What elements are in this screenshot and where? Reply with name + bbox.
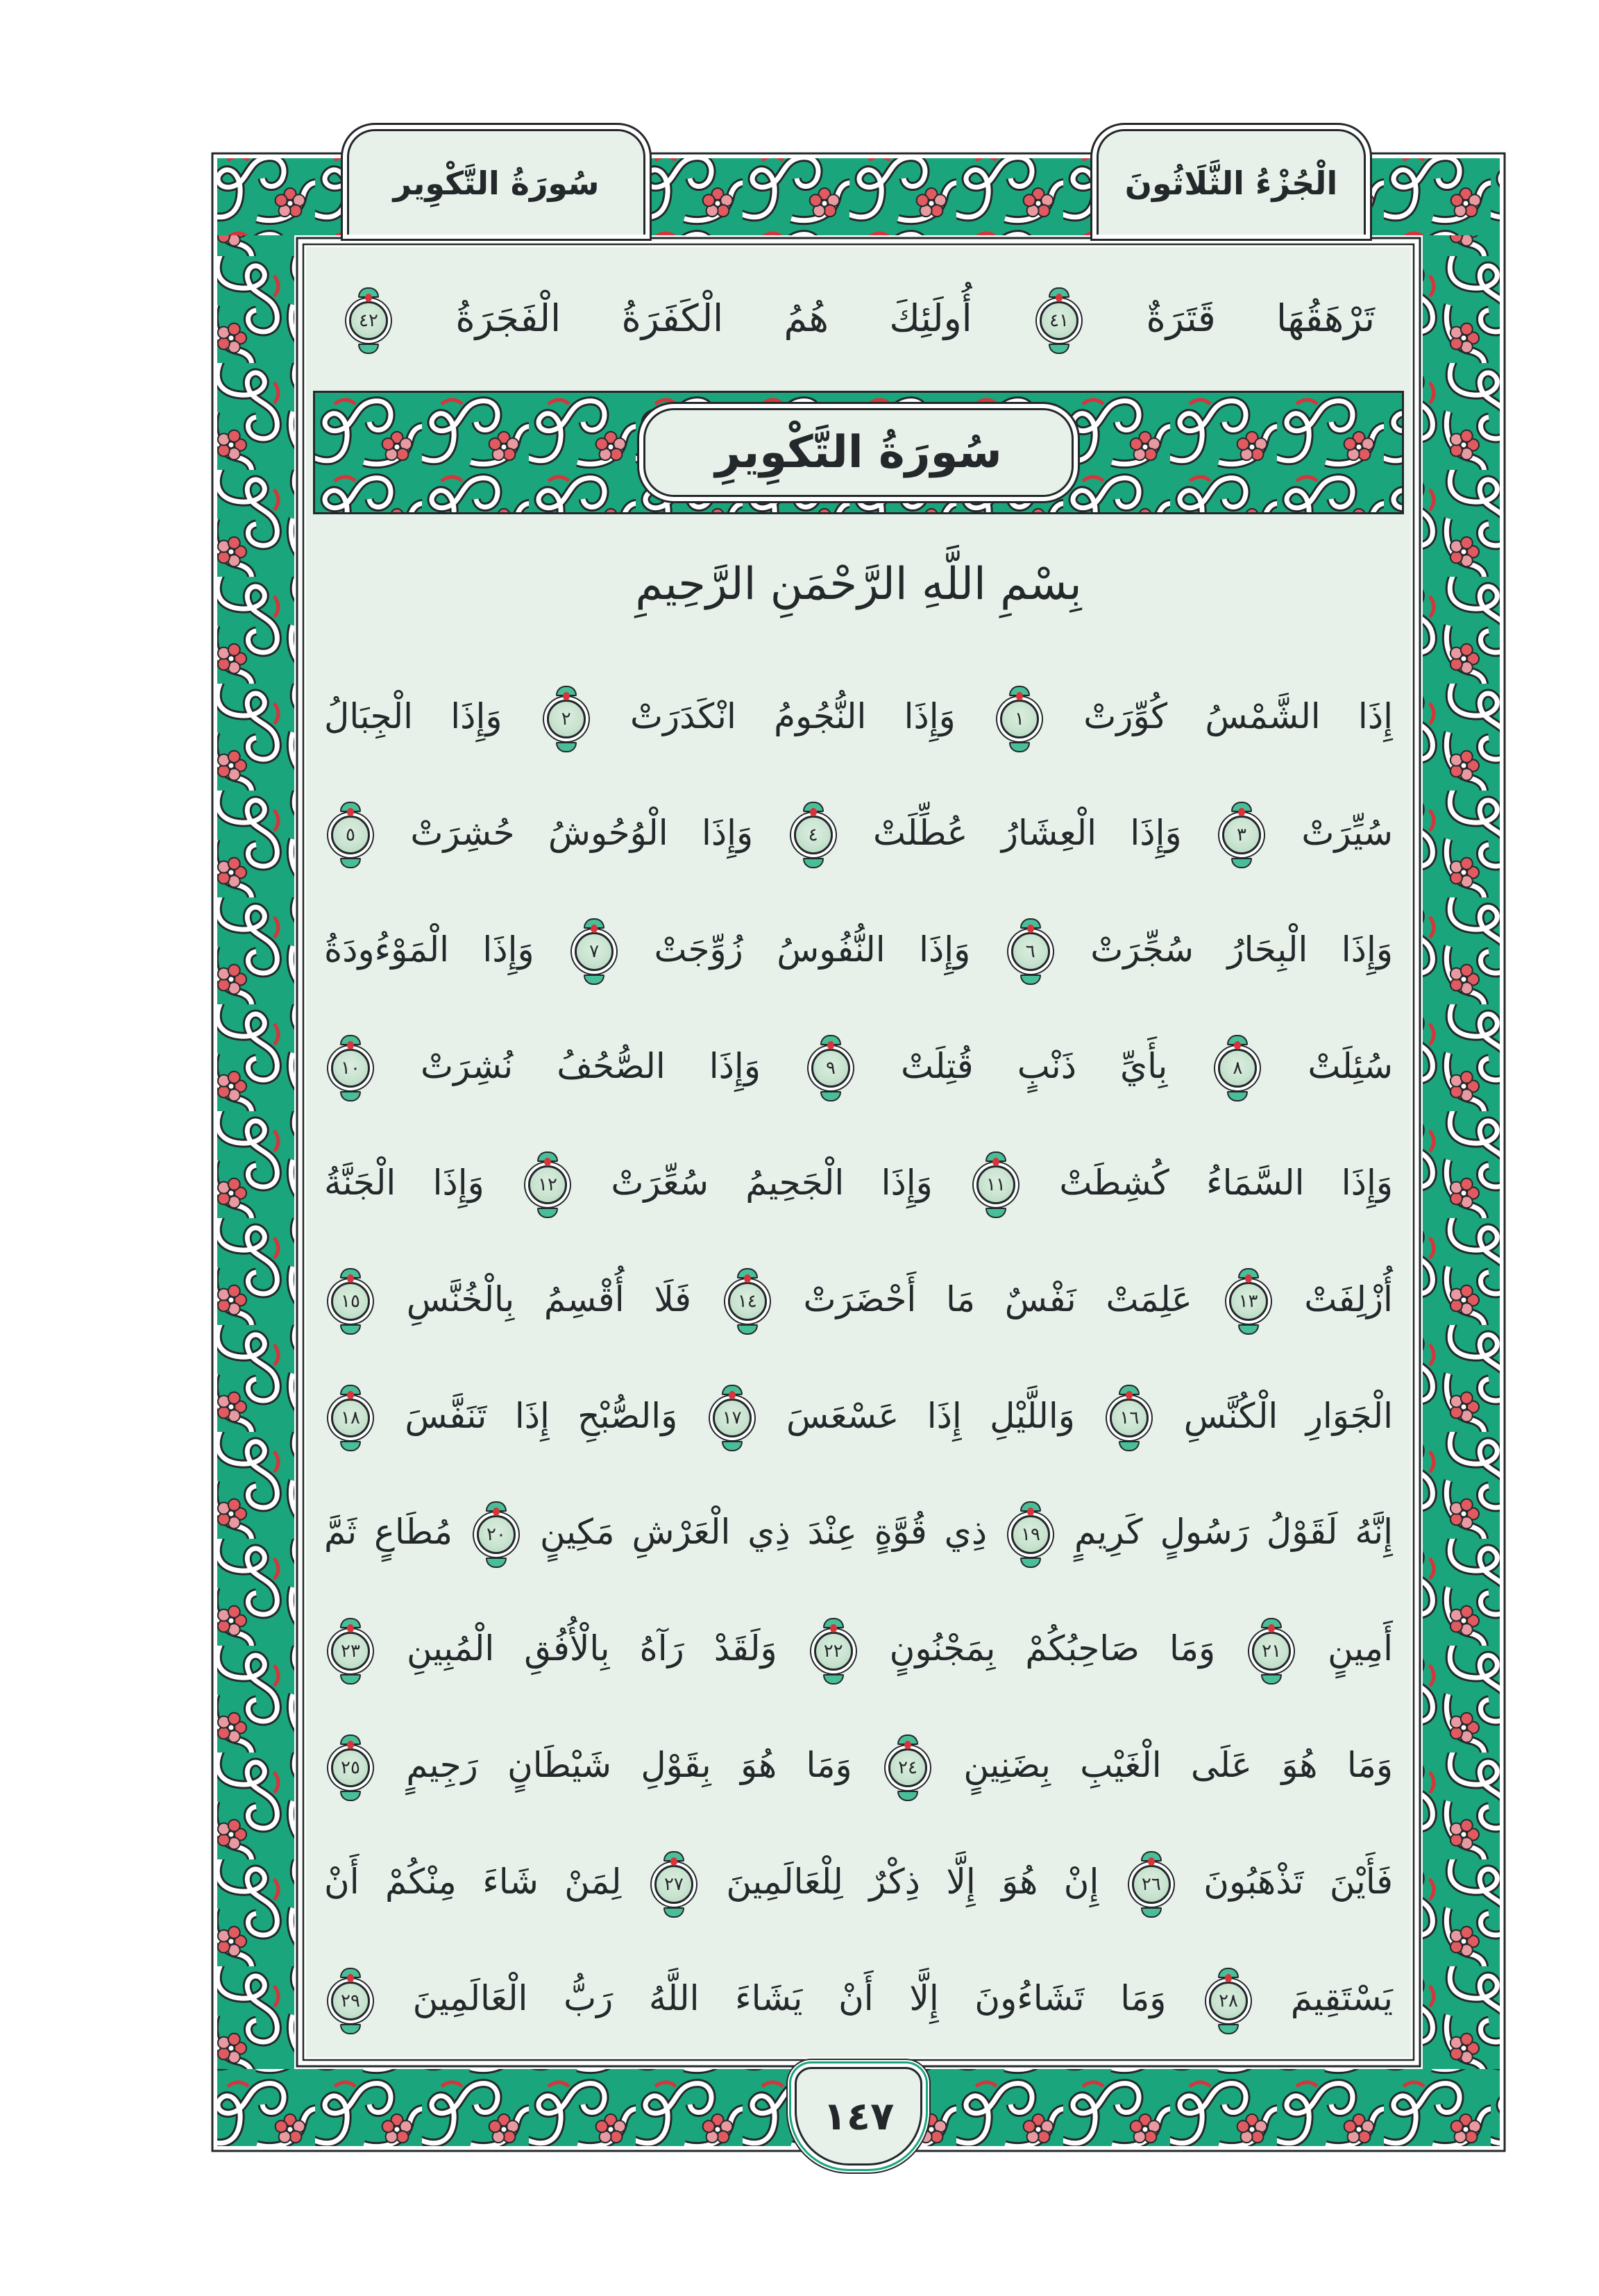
ayah-number: ٢	[561, 708, 571, 729]
ayah-marker	[1040, 301, 1078, 340]
ayah-marker-dot	[563, 692, 570, 700]
page-number-cartouche	[795, 2067, 922, 2166]
verse-text: تَرْهَقُهَا قَتَرَةٌ	[1146, 296, 1376, 340]
prelude-verses-line	[306, 247, 1411, 389]
ayah-marker-crown	[803, 858, 824, 868]
surah-title: سُورَةُ التَّكْوِيرِ	[715, 427, 1002, 478]
verse-text: إِذَا الشَّمْسُ كُوِّرَتْ	[1083, 696, 1393, 736]
verse-text: وَإِذَا الْمَوْءُودَةُ	[324, 929, 534, 970]
ayah-marker-crown	[340, 858, 361, 868]
ayah-marker	[1110, 1399, 1149, 1437]
ayah-marker-dot	[591, 925, 598, 933]
bismillah-line: بِسْمِ اللَّهِ الرَّحْمَنِ الرَّحِيمِ	[635, 559, 1082, 610]
ayah-marker-dot	[670, 1857, 677, 1866]
ayah-marker-crown	[897, 1791, 918, 1801]
ayah-marker-crown	[340, 1791, 361, 1801]
ayah-number: ١٨	[341, 1408, 360, 1429]
ayah-number: ١٧	[722, 1408, 742, 1429]
ayah-marker-crown	[1238, 1324, 1259, 1335]
ayah-number: ٣	[1237, 825, 1246, 846]
page-content	[306, 247, 1411, 2057]
ayah-marker-crown	[722, 1441, 743, 1451]
ayah-number: ١٤	[737, 1291, 757, 1312]
ayah-marker-crown	[1218, 2024, 1239, 2034]
verse-text: مُطَاعٍ ثَمَّ	[324, 1512, 453, 1553]
ayah-marker-dot	[1027, 1508, 1034, 1516]
ayah-number: ١١	[986, 1174, 1006, 1196]
ayah-number: ١٠	[341, 1058, 360, 1079]
ayah-marker-crown	[340, 1091, 361, 1101]
ayah-marker-crown	[1009, 742, 1030, 752]
quran-line	[306, 775, 1411, 892]
ayah-number: ٨	[1233, 1058, 1243, 1079]
ayah-number: ٦	[1025, 941, 1035, 963]
verse-text: سُئِلَتْ	[1308, 1045, 1393, 1086]
ayah-number: ١٢	[538, 1174, 558, 1196]
verse-text: يَسْتَقِيمَ	[1290, 1978, 1393, 2019]
ayah-number: ٥	[346, 825, 355, 846]
ayah-marker-dot	[729, 1391, 736, 1399]
ayah-number: ١٩	[1021, 1523, 1041, 1545]
ayah-marker	[1229, 1282, 1268, 1321]
ayah-marker-dot	[347, 1741, 354, 1749]
ayah-number: ٢٠	[487, 1523, 506, 1545]
ayah-number: ٢٧	[663, 1873, 684, 1895]
ayah-marker-dot	[810, 808, 817, 816]
ayah-number: ٤١	[1049, 310, 1069, 332]
surah-name-tab	[347, 129, 645, 235]
ayah-marker	[728, 1282, 767, 1321]
ayah-number: ٢٢	[823, 1640, 843, 1662]
ayah-marker-dot	[744, 1274, 751, 1283]
verse-text: ذِي قُوَّةٍ عِنْدَ ذِي الْعَرْشِ مَكِينٍ	[539, 1512, 988, 1553]
ayah-marker	[814, 1632, 853, 1671]
ayah-marker-dot	[830, 1624, 837, 1632]
verse-text: وَالصُّبْحِ إِذَا تَنَفَّسَ	[405, 1395, 678, 1436]
ayah-number: ٢٥	[341, 1757, 360, 1778]
ayah-marker-crown	[584, 974, 604, 985]
ayah-number: ١٣	[1238, 1291, 1258, 1312]
juz-tab	[1097, 129, 1366, 235]
ayah-marker	[331, 1282, 370, 1321]
ayah-number: ٢٨	[1219, 1990, 1239, 2011]
quran-line	[306, 1125, 1411, 1242]
ayah-marker-crown	[1119, 1441, 1140, 1451]
verse-text: أُزْلِفَتْ	[1304, 1278, 1393, 1319]
ayah-number: ٢٣	[341, 1640, 360, 1662]
ayah-marker-dot	[827, 1041, 834, 1049]
ayah-number: ١٦	[1119, 1408, 1140, 1429]
quran-line	[306, 1358, 1411, 1475]
ayah-marker-dot	[347, 1391, 354, 1399]
ayah-marker-dot	[1234, 1041, 1241, 1049]
ayah-marker	[331, 1632, 370, 1671]
verse-text: وَمَا هُوَ عَلَى الْغَيْبِ بِضَنِينٍ	[963, 1745, 1393, 1786]
ayah-marker-dot	[365, 294, 372, 302]
ayah-marker-dot	[1245, 1274, 1252, 1283]
quran-line	[306, 1242, 1411, 1358]
verse-text: إِنَّهُ لَقَوْلُ رَسُولٍ كَرِيمٍ	[1074, 1512, 1393, 1553]
verse-text: وَإِذَا الْبِحَارُ سُجِّرَتْ	[1090, 929, 1393, 970]
ayah-marker-dot	[1148, 1857, 1155, 1866]
ayah-marker-crown	[340, 2024, 361, 2034]
ayah-marker	[331, 816, 370, 854]
verse-text: وَمَا صَاحِبُكُمْ بِمَجْنُونٍ	[889, 1628, 1216, 1669]
verse-text: وَمَا هُوَ بِقَوْلِ شَيْطَانٍ رَجِيمٍ	[406, 1745, 852, 1786]
ayah-marker-dot	[1238, 808, 1245, 816]
verse-text: فَأَيْنَ تَذْهَبُونَ	[1203, 1862, 1393, 1902]
ayah-marker-crown	[1141, 1907, 1162, 1918]
ayah-number: ٢٦	[1141, 1873, 1161, 1895]
ayah-number: ٧	[589, 941, 600, 963]
surah-title-cartouche	[643, 408, 1074, 497]
ayah-marker	[811, 1049, 850, 1088]
verse-text: وَاللَّيْلِ إِذَا عَسْعَسَ	[786, 1395, 1075, 1436]
verse-text: وَإِذَا الْجَحِيمُ سُعِّرَتْ	[611, 1162, 933, 1203]
verse-text: فَلَا أُقْسِمُ بِالْخُنَّسِ	[406, 1278, 692, 1319]
ayah-marker-crown	[737, 1324, 758, 1335]
ayah-marker-dot	[493, 1508, 500, 1516]
ayah-marker	[1011, 1515, 1050, 1554]
ayah-marker-dot	[347, 1624, 354, 1632]
ayah-marker-crown	[340, 1674, 361, 1685]
quran-line	[306, 1824, 1411, 1941]
verse-text: بِأَيِّ ذَنْبٍ قُتِلَتْ	[901, 1045, 1168, 1086]
verse-text: إِنْ هُوَ إِلَّا ذِكْرٌ لِلْعَالَمِينَ	[726, 1862, 1099, 1902]
verse-text: وَإِذَا الصُّحُفُ نُشِرَتْ	[421, 1045, 761, 1086]
quran-line	[306, 1008, 1411, 1125]
ayah-marker-crown	[556, 742, 577, 752]
ayah-marker-crown	[1020, 974, 1041, 985]
ayah-number: ٤	[808, 825, 818, 846]
verse-text: الْجَوَارِ الْكُنَّسِ	[1183, 1395, 1393, 1436]
verse-text: وَإِذَا الْجَنَّةُ	[324, 1162, 484, 1203]
verse-text: وَإِذَا الْوُحُوشُ حُشِرَتْ	[410, 812, 754, 853]
verse-text: وَمَا تَشَاءُونَ إِلَّا أَنْ يَشَاءَ اللَّهُ رَبُّ الْعَالَمِينَ	[412, 1978, 1167, 2019]
ayah-marker	[349, 301, 388, 340]
ayah-marker-crown	[340, 1324, 361, 1335]
ayah-number: ١٥	[341, 1291, 360, 1312]
ayah-marker-crown	[1020, 1558, 1041, 1568]
quran-line	[306, 1591, 1411, 1707]
ayah-marker-dot	[904, 1741, 911, 1749]
verse-text: عَلِمَتْ نَفْسٌ مَا أَحْضَرَتْ	[803, 1278, 1192, 1319]
ayah-marker-dot	[1225, 1974, 1232, 1982]
ayah-marker-crown	[537, 1208, 558, 1218]
verse-text: سُيِّرَتْ	[1301, 812, 1393, 853]
ayah-marker	[575, 932, 614, 971]
ayah-marker	[331, 1049, 370, 1088]
ayah-marker	[1000, 700, 1039, 738]
ayah-marker-crown	[340, 1441, 361, 1451]
ayah-marker-dot	[1268, 1624, 1275, 1632]
verse-text: وَإِذَا الْعِشَارُ عُطِّلَتْ	[872, 812, 1182, 853]
ayah-marker-crown	[663, 1907, 684, 1918]
ayah-marker-dot	[1016, 692, 1023, 700]
ayah-marker-dot	[1056, 294, 1063, 302]
ayah-marker	[1252, 1632, 1291, 1671]
quran-line	[306, 1941, 1411, 2057]
juz-tab-label: الْجُزْءُ الثَّلَاثُونَ	[1124, 164, 1338, 202]
ayah-number: ٢٤	[898, 1757, 917, 1778]
ayah-marker-crown	[985, 1208, 1006, 1218]
verse-text: أَمِينٍ	[1328, 1628, 1393, 1669]
verse-lines-container	[306, 659, 1411, 2057]
ayah-marker	[1132, 1865, 1171, 1904]
ayah-marker	[654, 1865, 693, 1904]
ayah-marker-crown	[358, 344, 379, 354]
ayah-marker-dot	[1126, 1391, 1133, 1399]
quran-line	[306, 1707, 1411, 1824]
ayah-number: ١	[1015, 708, 1024, 729]
ayah-marker	[1209, 1982, 1248, 2020]
ayah-marker-crown	[820, 1091, 841, 1101]
ayah-marker	[794, 816, 833, 854]
ayah-marker-crown	[1231, 858, 1252, 868]
ayah-marker	[1011, 932, 1050, 971]
ayah-number: ٢١	[1262, 1640, 1282, 1662]
ayah-marker	[477, 1515, 516, 1554]
ayah-marker-crown	[1227, 1091, 1248, 1101]
ayah-marker	[331, 1748, 370, 1787]
ayah-number: ٩	[826, 1058, 836, 1079]
ayah-marker	[331, 1399, 370, 1437]
ayah-marker-dot	[347, 1974, 354, 1982]
ayah-marker	[528, 1165, 567, 1204]
ayah-marker	[888, 1748, 927, 1787]
verse-text: وَإِذَا النُّفُوسُ زُوِّجَتْ	[654, 929, 971, 970]
quran-line	[306, 659, 1411, 775]
ayah-number: ٢٩	[341, 1990, 360, 2011]
quran-line	[306, 892, 1411, 1008]
quran-line	[306, 1474, 1411, 1591]
ayah-marker	[713, 1399, 752, 1437]
ayah-marker	[547, 700, 586, 738]
ayah-marker-crown	[823, 1674, 844, 1685]
ayah-marker-dot	[347, 1041, 354, 1049]
verse-text: وَإِذَا السَّمَاءُ كُشِطَتْ	[1059, 1162, 1393, 1203]
ayah-number: ٤٢	[359, 310, 378, 332]
verse-text: وَإِذَا النُّجُومُ انْكَدَرَتْ	[629, 696, 956, 736]
verse-text: لِمَنْ شَاءَ مِنْكُمْ أَنْ	[324, 1862, 622, 1902]
surah-name-tab-label: سُورَةُ التَّكْوِير	[393, 164, 600, 202]
ayah-marker	[976, 1165, 1015, 1204]
ayah-marker	[1218, 1049, 1257, 1088]
ayah-marker-dot	[992, 1158, 999, 1166]
ayah-marker-crown	[1261, 1674, 1282, 1685]
ayah-marker-crown	[486, 1558, 507, 1568]
ayah-marker-dot	[1027, 925, 1034, 933]
verse-text: وَلَقَدْ رَآهُ بِالْأُفُقِ الْمُبِينِ	[407, 1628, 777, 1669]
verse-text: وَإِذَا الْجِبَالُ	[324, 696, 502, 736]
ayah-marker-crown	[1049, 344, 1069, 354]
ayah-marker	[331, 1982, 370, 2020]
surah-title-banner	[313, 391, 1404, 514]
ayah-marker	[1222, 816, 1261, 854]
ayah-marker-dot	[347, 1274, 354, 1283]
page-number: ١٤٧	[822, 2093, 895, 2139]
ayah-marker-dot	[544, 1158, 551, 1166]
verse-text: أُولَئِكَ هُمُ الْكَفَرَةُ الْفَجَرَةُ	[455, 296, 972, 340]
ayah-marker-dot	[347, 808, 354, 816]
